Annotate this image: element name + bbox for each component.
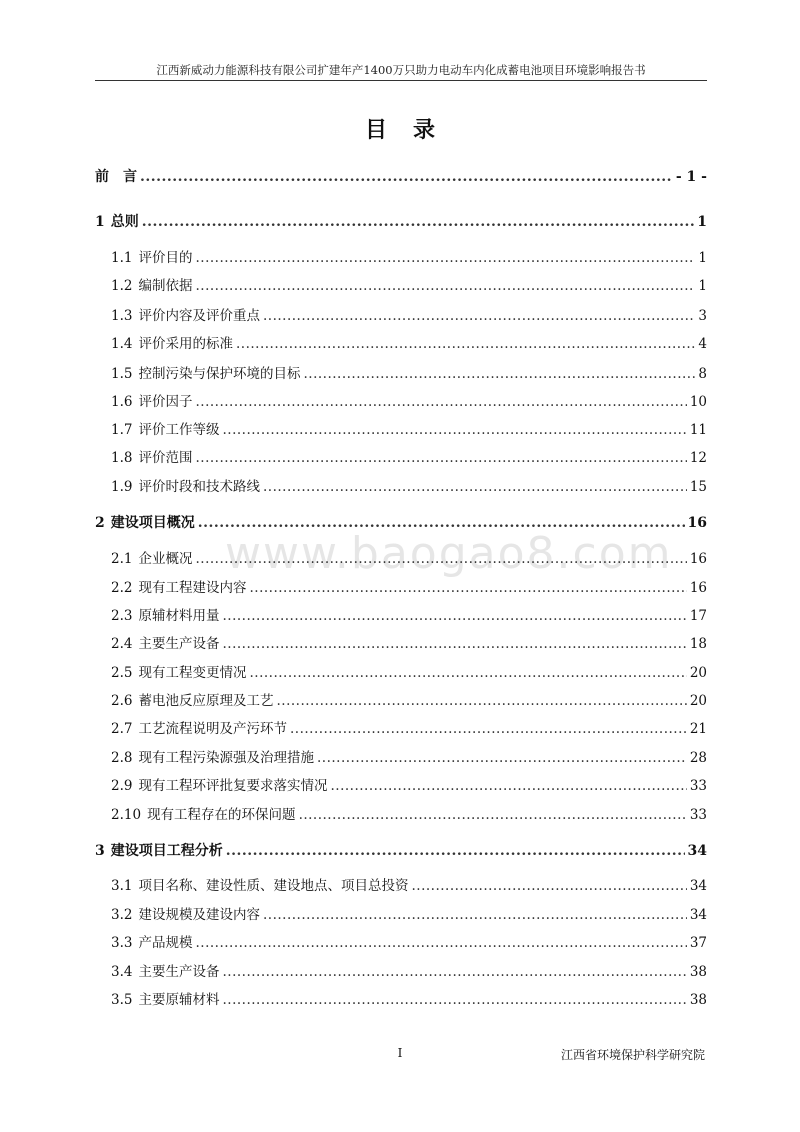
toc-entry-page: 34 [689, 907, 707, 923]
toc-entry-number: 1.1 [111, 250, 133, 266]
toc-dot-leader [303, 364, 695, 384]
toc-entry-number: 2.8 [111, 750, 133, 766]
toc-entry-label: 评价时段和技术路线 [138, 479, 260, 495]
toc-entry-page: 17 [689, 608, 707, 624]
toc-entry-page: 16 [687, 515, 707, 531]
toc-entry-page: 37 [689, 935, 707, 951]
toc-dot-leader [290, 719, 687, 739]
toc-dot-leader [263, 306, 695, 326]
toc-entry[interactable] [95, 748, 707, 768]
toc-entry[interactable] [95, 805, 707, 825]
toc-entry-number: 2.9 [111, 778, 133, 794]
toc-dot-leader [142, 212, 695, 232]
toc-entry-page: 16 [689, 551, 707, 567]
toc-entry-label: 现有工程建设内容 [138, 580, 247, 596]
toc-entry[interactable] [95, 719, 707, 739]
toc-entry-label: 项目名称、建设性质、建设地点、项目总投资 [138, 878, 409, 894]
footer-organization: 江西省环境保护科学研究院 [560, 1048, 705, 1062]
toc-entry-number: 2.2 [111, 580, 133, 596]
toc-entry[interactable] [95, 776, 707, 796]
toc-entry[interactable] [95, 306, 707, 326]
toc-entry[interactable] [95, 962, 707, 982]
toc-entry-page: 1 [698, 250, 707, 266]
toc-dot-leader [195, 448, 686, 468]
toc-entry[interactable] [95, 276, 707, 296]
toc-dot-leader [263, 477, 687, 497]
toc-entry-number: 2.3 [111, 608, 133, 624]
toc-entry[interactable] [95, 691, 707, 711]
toc-entry-page: 34 [689, 878, 707, 894]
toc-entry-number: 2.10 [111, 807, 142, 823]
toc-entry-number: 3.5 [111, 992, 133, 1008]
toc-entry-page: 4 [698, 336, 707, 352]
toc-entry-page: 33 [689, 807, 707, 823]
toc-entry-label: 工艺流程说明及产污环节 [138, 721, 287, 737]
toc-entry[interactable] [95, 167, 707, 187]
watermark: www.baogao8.com [225, 528, 673, 579]
toc-dot-leader [222, 634, 686, 654]
toc-entry[interactable] [95, 663, 707, 683]
toc-entry-page: 15 [689, 479, 707, 495]
toc-entry[interactable] [95, 392, 707, 412]
toc-entry-label: 评价目的 [138, 250, 193, 266]
toc-dot-leader [236, 334, 695, 354]
toc-entry-number: 2 [95, 515, 105, 531]
toc-entry-number: 1.2 [111, 278, 133, 294]
toc-entry[interactable] [95, 248, 707, 268]
toc-dot-leader [411, 876, 686, 896]
toc-entry-label: 评价内容及评价重点 [138, 308, 260, 324]
toc-dot-leader [263, 905, 687, 925]
toc-entry[interactable] [95, 933, 707, 953]
toc-dot-leader [317, 748, 687, 768]
toc-entry-label: 主要生产设备 [138, 964, 220, 980]
toc-entry-number: 2.5 [111, 665, 133, 681]
toc-entry-label: 建设项目工程分析 [110, 843, 223, 859]
toc-dot-leader [140, 167, 673, 187]
toc-entry[interactable] [95, 420, 707, 440]
toc-entry-number: 3.1 [111, 878, 133, 894]
toc-entry-label: 评价因子 [138, 394, 193, 410]
toc-entry-label: 现有工程环评批复要求落实情况 [138, 778, 328, 794]
toc-dot-leader [195, 933, 686, 953]
toc-entry-page: 11 [689, 422, 707, 438]
toc-entry-label: 主要原辅材料 [138, 992, 220, 1008]
toc-entry-number: 1.7 [111, 422, 133, 438]
toc-entry-number: 1.6 [111, 394, 133, 410]
toc-entry[interactable] [95, 513, 707, 533]
toc-entry-label: 前 言 [95, 169, 137, 185]
toc-entry-label: 原辅材料用量 [138, 608, 220, 624]
toc-entry-page: 18 [689, 636, 707, 652]
toc-entry-number: 1.9 [111, 479, 133, 495]
toc-entry-label: 编制依据 [138, 278, 193, 294]
toc-entry-page: 38 [689, 964, 707, 980]
toc-dot-leader [249, 578, 686, 598]
toc-entry-label: 总则 [110, 214, 139, 230]
toc-entry-number: 3.2 [111, 907, 133, 923]
toc-entry-page: 12 [689, 450, 707, 466]
running-header: 江西新威动力能源科技有限公司扩建年产1400万只助力电动车内化成蓄电池项目环境影响报告书 [156, 63, 646, 77]
toc-dot-leader [195, 276, 695, 296]
toc-entry[interactable] [95, 334, 707, 354]
toc-entry-label: 评价采用的标准 [138, 336, 233, 352]
toc-entry[interactable] [95, 905, 707, 925]
toc-entry-number: 2.7 [111, 721, 133, 737]
toc-dot-leader [249, 663, 686, 683]
toc-dot-leader [276, 691, 686, 711]
toc-entry-number: 1.8 [111, 450, 133, 466]
toc-entry-number: 1.4 [111, 336, 133, 352]
header-rule [95, 80, 707, 81]
toc-entry-page: 38 [689, 992, 707, 1008]
toc-entry-number: 2.1 [111, 551, 133, 567]
toc-entry-label: 现有工程存在的环保问题 [147, 807, 296, 823]
toc-entry-page: 3 [698, 308, 707, 324]
toc-dot-leader [195, 392, 686, 412]
toc-entry[interactable] [95, 212, 707, 232]
footer-page-number: I [397, 1046, 403, 1060]
toc-entry-page: 28 [689, 750, 707, 766]
toc-dot-leader [222, 962, 686, 982]
toc-entry[interactable] [95, 606, 707, 626]
toc-dot-leader [195, 248, 695, 268]
toc-dot-leader [198, 513, 685, 533]
toc-entry-label: 建设规模及建设内容 [138, 907, 260, 923]
toc-entry[interactable] [95, 477, 707, 497]
toc-entry[interactable] [95, 634, 707, 654]
toc-entry-page: 34 [687, 843, 707, 859]
toc-entry-page: 1 [698, 278, 707, 294]
toc-entry[interactable] [95, 549, 707, 569]
toc-entry-label: 控制污染与保护环境的目标 [138, 366, 301, 382]
toc-dot-leader [222, 420, 686, 440]
toc-dot-leader [222, 990, 686, 1010]
toc-entry-number: 3.3 [111, 935, 133, 951]
toc-entry[interactable] [95, 364, 707, 384]
toc-dot-leader [299, 805, 687, 825]
toc-entry-number: 1.5 [111, 366, 133, 382]
toc-entry-label: 建设项目概况 [110, 515, 195, 531]
toc-entry-page: 33 [689, 778, 707, 794]
toc-entry-page: 21 [689, 721, 707, 737]
toc-entry-page: - 1 - [675, 169, 707, 185]
toc-entry-number: 1.3 [111, 308, 133, 324]
toc-entry-page: 1 [697, 214, 707, 230]
toc-entry[interactable] [95, 578, 707, 598]
toc-entry-number: 2.6 [111, 693, 133, 709]
toc-entry-label: 蓄电池反应原理及工艺 [138, 693, 274, 709]
toc-entry-page: 10 [689, 394, 707, 410]
toc-dot-leader [195, 549, 686, 569]
toc-entry-page: 20 [689, 665, 707, 681]
toc-entry-label: 主要生产设备 [138, 636, 220, 652]
toc-entry-label: 评价工作等级 [138, 422, 220, 438]
page-title: 目录 [364, 117, 461, 143]
toc-entry-page: 8 [698, 366, 707, 382]
toc-dot-leader [226, 841, 685, 861]
toc-dot-leader [222, 606, 686, 626]
toc-entry-number: 1 [95, 214, 105, 230]
toc-entry-page: 20 [689, 693, 707, 709]
toc-entry-number: 3.4 [111, 964, 133, 980]
toc-entry-label: 评价范围 [138, 450, 193, 466]
toc-entry-number: 3 [95, 843, 105, 859]
toc-entry[interactable] [95, 448, 707, 468]
toc-entry-label: 产品规模 [138, 935, 193, 951]
toc-entry-number: 2.4 [111, 636, 133, 652]
toc-entry-label: 现有工程污染源强及治理措施 [138, 750, 314, 766]
toc-entry-label: 企业概况 [138, 551, 193, 567]
toc-entry[interactable] [95, 990, 707, 1010]
toc-entry-page: 16 [689, 580, 707, 596]
toc-entry[interactable] [95, 841, 707, 861]
toc-dot-leader [330, 776, 686, 796]
toc-entry[interactable] [95, 876, 707, 896]
toc-entry-label: 现有工程变更情况 [138, 665, 247, 681]
